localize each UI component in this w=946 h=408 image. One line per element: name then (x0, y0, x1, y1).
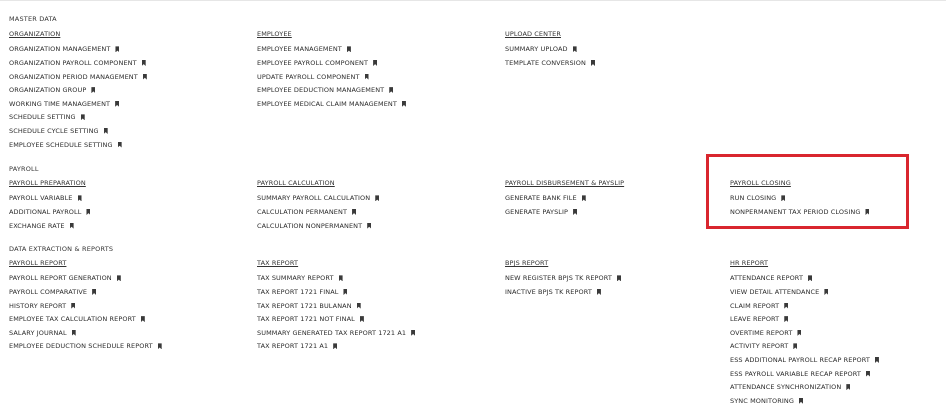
menu-item-label: EMPLOYEE PAYROLL COMPONENT (257, 58, 369, 67)
menu-item-calculation-permanent[interactable] (257, 205, 487, 219)
menu-item-employee-deduction-schedule-report[interactable] (9, 340, 239, 354)
bookmark-icon[interactable] (357, 303, 361, 309)
menu-item-label: EXCHANGE RATE (9, 221, 65, 230)
bookmark-icon[interactable] (582, 195, 586, 201)
menu-item-label: ACTIVITY REPORT (730, 342, 789, 351)
menu-group-payroll-calculation (257, 178, 487, 232)
menu-item-payroll-variable[interactable] (9, 192, 239, 206)
menu-item-organization-management[interactable] (9, 43, 239, 57)
menu-item-label: NEW REGISTER BPJS TK REPORT (505, 274, 612, 283)
menu-item-exchange-rate[interactable] (9, 219, 239, 233)
group-heading-hr-report: HR REPORT (730, 259, 769, 267)
menu-group-organization (9, 29, 239, 151)
menu-item-label: PAYROLL REPORT GENERATION (9, 274, 112, 283)
bookmark-icon[interactable] (591, 60, 595, 66)
bookmark-icon[interactable] (784, 303, 788, 309)
section-title-payroll: PAYROLL (9, 165, 39, 173)
menu-group-payroll-disbursement-and-payslip (505, 178, 735, 219)
bookmark-icon[interactable] (118, 142, 122, 148)
group-heading-payroll-report: PAYROLL REPORT (9, 259, 67, 267)
menu-item-label: INACTIVE BPJS TK REPORT (505, 287, 592, 296)
bookmark-icon[interactable] (793, 343, 797, 349)
menu-item-label: GENERATE PAYSLIP (505, 207, 569, 216)
top-divider (0, 0, 946, 1)
menu-item-label: CLAIM REPORT (730, 301, 780, 310)
menu-item-label: PAYROLL VARIABLE (9, 194, 73, 203)
menu-item-label: EMPLOYEE MEDICAL CLAIM MANAGEMENT (257, 99, 397, 108)
menu-item-activity-report[interactable] (730, 340, 946, 354)
menu-item-label: ESS PAYROLL VARIABLE RECAP REPORT (730, 369, 861, 378)
bookmark-icon[interactable] (373, 60, 377, 66)
menu-item-tax-report-1721-a1[interactable] (257, 340, 487, 354)
bookmark-icon[interactable] (808, 275, 812, 281)
bookmark-icon[interactable] (365, 74, 369, 80)
menu-item-attendance-report[interactable] (730, 272, 946, 286)
menu-item-overtime-report[interactable] (730, 326, 946, 340)
menu-item-label: ATTENDANCE REPORT (730, 274, 804, 283)
menu-item-label: ATTENDANCE SYNCHRONIZATION (730, 383, 842, 392)
menu-item-calculation-nonpermanent[interactable] (257, 219, 487, 233)
bookmark-icon[interactable] (333, 343, 337, 349)
menu-item-label: ORGANIZATION MANAGEMENT (9, 45, 111, 54)
menu-item-label: CALCULATION PERMANENT (257, 207, 348, 216)
menu-item-summary-upload[interactable] (505, 43, 735, 57)
bookmark-icon[interactable] (142, 60, 146, 66)
bookmark-icon[interactable] (72, 330, 76, 336)
menu-item-label: UPDATE PAYROLL COMPONENT (257, 72, 360, 81)
group-heading-organization: ORGANIZATION (9, 30, 61, 38)
menu-item-employee-schedule-setting[interactable] (9, 138, 239, 152)
menu-item-label: ORGANIZATION PAYROLL COMPONENT (9, 58, 137, 67)
menu-item-employee-medical-claim-management[interactable] (257, 97, 487, 111)
bookmark-icon[interactable] (158, 343, 162, 349)
menu-item-organization-group[interactable] (9, 83, 239, 97)
menu-item-payroll-comparative[interactable] (9, 285, 239, 299)
menu-item-label: SCHEDULE CYCLE SETTING (9, 126, 99, 135)
bookmark-icon[interactable] (143, 74, 147, 80)
menu-item-label: EMPLOYEE TAX CALCULATION REPORT (9, 315, 136, 324)
highlight-box-payroll-closing (706, 154, 909, 229)
menu-group-upload-center (505, 29, 735, 70)
group-heading-bpjs-report: BPJS REPORT (505, 259, 549, 267)
menu-item-label: ESS ADDITIONAL PAYROLL RECAP REPORT (730, 355, 870, 364)
menu-item-label: EMPLOYEE SCHEDULE SETTING (9, 140, 113, 149)
menu-item-label: EMPLOYEE DEDUCTION MANAGEMENT (257, 86, 385, 95)
menu-item-working-time-management[interactable] (9, 97, 239, 111)
menu-group-tax-report (257, 258, 487, 353)
bookmark-icon[interactable] (115, 101, 119, 107)
bookmark-icon[interactable] (846, 384, 850, 390)
menu-item-generate-bank-file[interactable] (505, 192, 735, 206)
menu-group-payroll-report (9, 258, 239, 353)
bookmark-icon[interactable] (875, 357, 879, 363)
bookmark-icon[interactable] (104, 128, 108, 134)
menu-item-label: ORGANIZATION PERIOD MANAGEMENT (9, 72, 138, 81)
menu-item-label: CALCULATION NONPERMANENT (257, 221, 363, 230)
bookmark-icon[interactable] (797, 330, 801, 336)
bookmark-icon[interactable] (573, 209, 577, 215)
menu-item-tax-report-1721-not-final[interactable] (257, 312, 487, 326)
bookmark-icon[interactable] (824, 289, 828, 295)
bookmark-icon[interactable] (367, 223, 371, 229)
menu-item-summary-generated-tax-report-1721-a1[interactable] (257, 326, 487, 340)
group-heading-tax-report: TAX REPORT (257, 259, 299, 267)
bookmark-icon[interactable] (389, 87, 393, 93)
bookmark-icon[interactable] (78, 195, 82, 201)
menu-group-bpjs-report (505, 258, 735, 299)
menu-item-summary-payroll-calculation[interactable] (257, 192, 487, 206)
menu-item-additional-payroll[interactable] (9, 205, 239, 219)
bookmark-icon[interactable] (71, 303, 75, 309)
menu-item-ess-additional-payroll-recap-report[interactable] (730, 353, 946, 367)
bookmark-icon[interactable] (81, 114, 85, 120)
menu-item-employee-payroll-component[interactable] (257, 56, 487, 70)
menu-item-payroll-report-generation[interactable] (9, 272, 239, 286)
menu-item-template-conversion[interactable] (505, 56, 735, 70)
bookmark-icon[interactable] (617, 275, 621, 281)
menu-item-organization-payroll-component[interactable] (9, 56, 239, 70)
menu-item-attendance-synchronization[interactable] (730, 380, 946, 394)
menu-item-label: TAX REPORT 1721 A1 (257, 342, 329, 351)
menu-item-label: TEMPLATE CONVERSION (505, 58, 586, 67)
bookmark-icon[interactable] (352, 209, 356, 215)
menu-item-employee-management[interactable] (257, 43, 487, 57)
menu-item-generate-payslip[interactable] (505, 205, 735, 219)
menu-item-tax-report-1721-final[interactable] (257, 285, 487, 299)
group-heading-upload-center: UPLOAD CENTER (505, 30, 561, 38)
menu-item-label: ORGANIZATION GROUP (9, 86, 87, 95)
menu-item-label: EMPLOYEE DEDUCTION SCHEDULE REPORT (9, 342, 153, 351)
bookmark-icon[interactable] (70, 223, 74, 229)
menu-group-payroll-preparation (9, 178, 239, 232)
bookmark-icon[interactable] (402, 101, 406, 107)
bookmark-icon[interactable] (343, 289, 347, 295)
menu-item-tax-summary-report[interactable] (257, 272, 487, 286)
menu-item-label: SCHEDULE SETTING (9, 113, 76, 122)
group-heading-payroll-preparation: PAYROLL PREPARATION (9, 179, 86, 187)
menu-item-label: TAX SUMMARY REPORT (257, 274, 334, 283)
menu-item-employee-tax-calculation-report[interactable] (9, 312, 239, 326)
menu-group-employee (257, 29, 487, 111)
bookmark-icon[interactable] (375, 195, 379, 201)
menu-item-label: SYNC MONITORING (730, 396, 794, 405)
menu-item-label: SALARY JOURNAL (9, 328, 67, 337)
bookmark-icon[interactable] (117, 275, 121, 281)
menu-item-label: VIEW DETAIL ATTENDANCE (730, 287, 820, 296)
menu-item-label: NONPERMANENT TAX PERIOD CLOSING (730, 207, 861, 216)
menu-item-label: WORKING TIME MANAGEMENT (9, 99, 111, 108)
menu-item-history-report[interactable] (9, 299, 239, 313)
bookmark-icon[interactable] (141, 316, 145, 322)
menu-item-organization-period-management[interactable] (9, 70, 239, 84)
menu-item-tax-report-1721-bulanan[interactable] (257, 299, 487, 313)
bookmark-icon[interactable] (597, 289, 601, 295)
section-title-master-data: MASTER DATA (9, 15, 57, 23)
menu-item-label: GENERATE BANK FILE (505, 194, 577, 203)
bookmark-icon[interactable] (573, 46, 577, 52)
group-heading-payroll-calculation: PAYROLL CALCULATION (257, 179, 335, 187)
menu-item-label: SUMMARY GENERATED TAX REPORT 1721 A1 (257, 328, 407, 337)
bookmark-icon[interactable] (347, 46, 351, 52)
menu-item-schedule-cycle-setting[interactable] (9, 124, 239, 138)
menu-item-sync-monitoring[interactable] (730, 394, 946, 408)
menu-item-label: TAX REPORT 1721 NOT FINAL (257, 315, 355, 324)
bookmark-icon[interactable] (866, 371, 870, 377)
bookmark-icon[interactable] (784, 316, 788, 322)
menu-group-hr-report (730, 258, 946, 408)
menu-item-view-detail-attendance[interactable] (730, 285, 946, 299)
menu-item-label: HISTORY REPORT (9, 301, 67, 310)
bookmark-icon[interactable] (86, 209, 90, 215)
menu-item-new-register-bpjs-tk-report[interactable] (505, 272, 735, 286)
group-heading-employee: EMPLOYEE (257, 30, 292, 38)
group-heading-payroll-closing: PAYROLL CLOSING (730, 179, 791, 187)
menu-item-schedule-setting[interactable] (9, 111, 239, 125)
section-title-data-extraction-and-reports: DATA EXTRACTION & REPORTS (9, 245, 114, 253)
group-heading-payroll-disbursement-and-payslip: PAYROLL DISBURSEMENT & PAYSLIP (505, 179, 625, 187)
bookmark-icon[interactable] (339, 275, 343, 281)
bookmark-icon[interactable] (411, 330, 415, 336)
menu-item-label: TAX REPORT 1721 FINAL (257, 287, 339, 296)
menu-item-label: PAYROLL COMPARATIVE (9, 287, 88, 296)
menu-item-salary-journal[interactable] (9, 326, 239, 340)
menu-item-label: OVERTIME REPORT (730, 328, 793, 337)
menu-item-label: SUMMARY PAYROLL CALCULATION (257, 194, 371, 203)
menu-item-label: SUMMARY UPLOAD (505, 45, 568, 54)
bookmark-icon[interactable] (92, 289, 96, 295)
menu-item-label: ADDITIONAL PAYROLL (9, 207, 82, 216)
bookmark-icon[interactable] (360, 316, 364, 322)
bookmark-icon[interactable] (91, 87, 95, 93)
menu-item-label: EMPLOYEE MANAGEMENT (257, 45, 342, 54)
menu-item-leave-report[interactable] (730, 312, 946, 326)
bookmark-icon[interactable] (115, 46, 119, 52)
menu-item-claim-report[interactable] (730, 299, 946, 313)
menu-item-employee-deduction-management[interactable] (257, 83, 487, 97)
menu-item-label: RUN CLOSING (730, 194, 777, 203)
menu-item-label: TAX REPORT 1721 BULANAN (257, 301, 352, 310)
menu-item-label: LEAVE REPORT (730, 315, 780, 324)
menu-item-ess-payroll-variable-recap-report[interactable] (730, 367, 946, 381)
menu-item-inactive-bpjs-tk-report[interactable] (505, 285, 735, 299)
menu-item-update-payroll-component[interactable] (257, 70, 487, 84)
